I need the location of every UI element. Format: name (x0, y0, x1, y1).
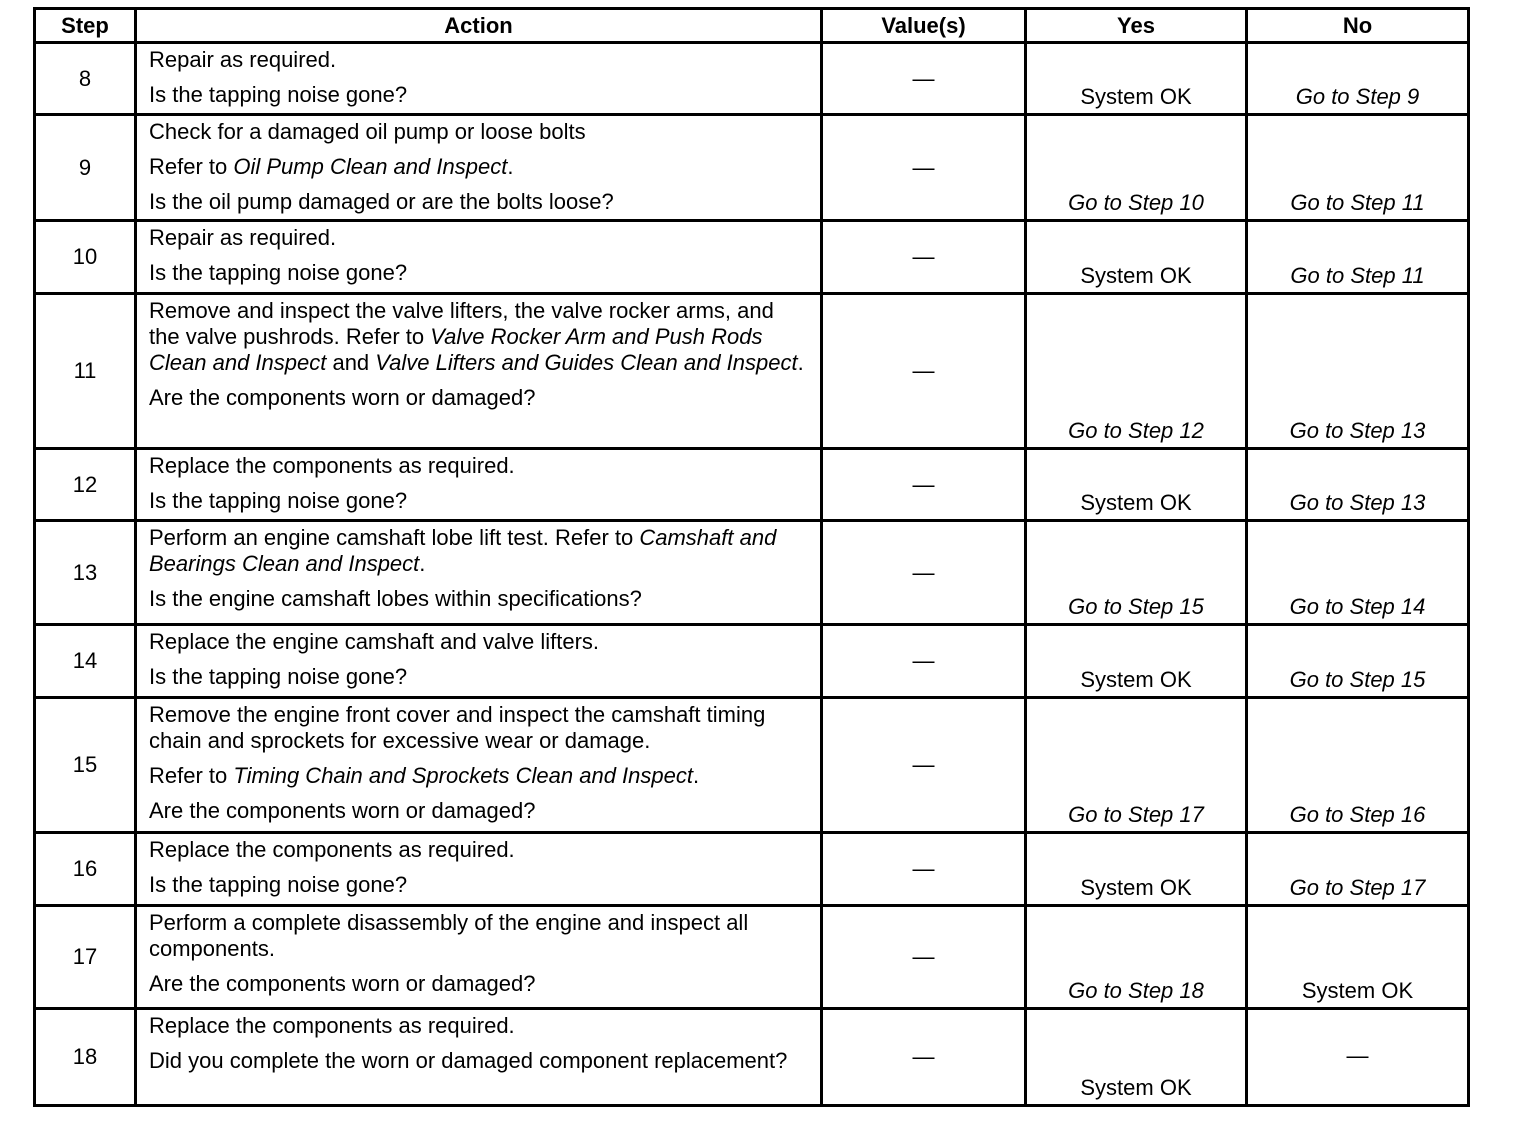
action-line (149, 763, 810, 789)
action-text: Perform a complete disassembly of the engine and inspect all components. (149, 910, 749, 961)
action-text: Are the components worn or damaged? (149, 971, 536, 996)
table-row (35, 115, 1469, 221)
action-cell (136, 221, 822, 294)
no-result: Go to Step 13 (1247, 449, 1469, 521)
action-text: Remove and inspect the valve lifters, the valve rocker arms, and the valve pushrods. Refer to (149, 298, 774, 349)
action-text: Is the engine camshaft lobes within specifications? (149, 586, 642, 611)
yes-result: System OK (1026, 221, 1247, 294)
header-row (35, 9, 1469, 43)
action-text: Refer to (149, 154, 234, 179)
table-row (35, 1009, 1469, 1106)
action-line (149, 664, 810, 690)
action-text: Remove the engine front cover and inspect the camshaft timing chain and sprockets for excessive wear or damage. (149, 702, 766, 753)
value-cell: — (822, 43, 1026, 115)
action-text: . (797, 350, 804, 375)
action-text: . (419, 551, 426, 576)
step-number: 12 (35, 449, 136, 521)
procedure-reference: Timing Chain and Sprockets Clean and Inspect (233, 763, 693, 788)
no-result: System OK (1247, 906, 1469, 1009)
action-line (149, 798, 810, 824)
yes-result: Go to Step 18 (1026, 906, 1247, 1009)
value-cell: — (822, 521, 1026, 625)
yes-result: Go to Step 17 (1026, 698, 1247, 833)
action-text: Repair as required. (149, 225, 337, 250)
action-text: . (507, 154, 514, 179)
step-number: 16 (35, 833, 136, 906)
yes-result: System OK (1026, 833, 1247, 906)
yes-result: System OK (1026, 43, 1247, 115)
action-line (149, 298, 810, 376)
no-result: Go to Step 11 (1247, 115, 1469, 221)
no-result: Go to Step 11 (1247, 221, 1469, 294)
header-yes: Yes (1026, 9, 1247, 43)
value-cell: — (822, 625, 1026, 698)
action-text: Replace the engine camshaft and valve lifters. (149, 629, 600, 654)
no-result: Go to Step 13 (1247, 294, 1469, 449)
step-number: 14 (35, 625, 136, 698)
yes-result: System OK (1026, 625, 1247, 698)
no-result: Go to Step 16 (1247, 698, 1469, 833)
value-cell: — (822, 906, 1026, 1009)
procedure-reference: Camshaft and Bearings Clean and Inspect (149, 525, 777, 576)
action-line (149, 119, 810, 145)
table-row (35, 43, 1469, 115)
action-line (149, 525, 810, 577)
action-text: . (693, 763, 700, 788)
action-cell (136, 1009, 822, 1106)
action-line (149, 385, 810, 411)
action-line (149, 47, 810, 73)
yes-result: System OK (1026, 1009, 1247, 1106)
yes-result: Go to Step 15 (1026, 521, 1247, 625)
action-text: Is the tapping noise gone? (149, 488, 408, 513)
table-row (35, 294, 1469, 449)
action-line (149, 1048, 810, 1074)
action-text: Are the components worn or damaged? (149, 385, 536, 410)
action-cell (136, 906, 822, 1009)
action-line (149, 453, 810, 479)
step-number: 17 (35, 906, 136, 1009)
action-line (149, 586, 810, 612)
action-text: Check for a damaged oil pump or loose bolts (149, 119, 586, 144)
table-header (35, 9, 1469, 43)
no-result: Go to Step 14 (1247, 521, 1469, 625)
action-line (149, 488, 810, 514)
step-number: 10 (35, 221, 136, 294)
value-cell: — (822, 115, 1026, 221)
action-cell (136, 833, 822, 906)
action-line (149, 910, 810, 962)
action-line (149, 837, 810, 863)
procedure-reference: Valve Lifters and Guides Clean and Inspect (375, 350, 798, 375)
action-text: Is the tapping noise gone? (149, 260, 408, 285)
value-cell: — (822, 833, 1026, 906)
action-cell (136, 521, 822, 625)
value-cell: — (822, 221, 1026, 294)
header-step: Step (35, 9, 136, 43)
action-line (149, 82, 810, 108)
no-result: Go to Step 15 (1247, 625, 1469, 698)
table-row (35, 221, 1469, 294)
header-no: No (1247, 9, 1469, 43)
action-text: Replace the components as required. (149, 453, 515, 478)
action-line (149, 225, 810, 251)
action-text: Repair as required. (149, 47, 337, 72)
action-line (149, 702, 810, 754)
action-line (149, 1013, 810, 1039)
no-result: Go to Step 9 (1247, 43, 1469, 115)
action-text: Is the oil pump damaged or are the bolts loose? (149, 189, 614, 214)
action-cell (136, 115, 822, 221)
table-row (35, 521, 1469, 625)
header-values: Value(s) (822, 9, 1026, 43)
no-result: — (1247, 1009, 1469, 1106)
step-number: 13 (35, 521, 136, 625)
yes-result: Go to Step 10 (1026, 115, 1247, 221)
action-cell (136, 294, 822, 449)
table-row (35, 449, 1469, 521)
yes-result: System OK (1026, 449, 1247, 521)
procedure-reference: Valve Rocker Arm and Push Rods Clean and Inspect (149, 324, 763, 375)
value-cell: — (822, 1009, 1026, 1106)
action-text: Is the tapping noise gone? (149, 872, 408, 897)
action-text: Refer to (149, 763, 234, 788)
action-text: and (326, 350, 376, 375)
value-cell: — (822, 698, 1026, 833)
action-text: Is the tapping noise gone? (149, 82, 408, 107)
table-row (35, 625, 1469, 698)
header-action: Action (136, 9, 822, 43)
action-text: Is the tapping noise gone? (149, 664, 408, 689)
action-line (149, 629, 810, 655)
step-number: 8 (35, 43, 136, 115)
action-cell (136, 698, 822, 833)
action-cell (136, 43, 822, 115)
procedure-reference: Oil Pump Clean and Inspect (233, 154, 508, 179)
action-text: Replace the components as required. (149, 837, 515, 862)
action-text: Are the components worn or damaged? (149, 798, 536, 823)
action-line (149, 971, 810, 997)
table-row (35, 698, 1469, 833)
step-number: 18 (35, 1009, 136, 1106)
action-line (149, 154, 810, 180)
action-line (149, 872, 810, 898)
step-number: 11 (35, 294, 136, 449)
action-line (149, 189, 810, 215)
no-result: Go to Step 17 (1247, 833, 1469, 906)
table-row (35, 833, 1469, 906)
table-row (35, 906, 1469, 1009)
action-text: Perform an engine camshaft lobe lift test. Refer to (149, 525, 640, 550)
action-cell (136, 449, 822, 521)
value-cell: — (822, 449, 1026, 521)
action-text: Replace the components as required. (149, 1013, 515, 1038)
step-number: 15 (35, 698, 136, 833)
step-number: 9 (35, 115, 136, 221)
action-line (149, 260, 810, 286)
action-text: Did you complete the worn or damaged component replacement? (149, 1048, 788, 1073)
yes-result: Go to Step 12 (1026, 294, 1247, 449)
action-cell (136, 625, 822, 698)
diagnostic-table (33, 7, 1470, 1107)
table-body (35, 43, 1469, 1106)
value-cell: — (822, 294, 1026, 449)
